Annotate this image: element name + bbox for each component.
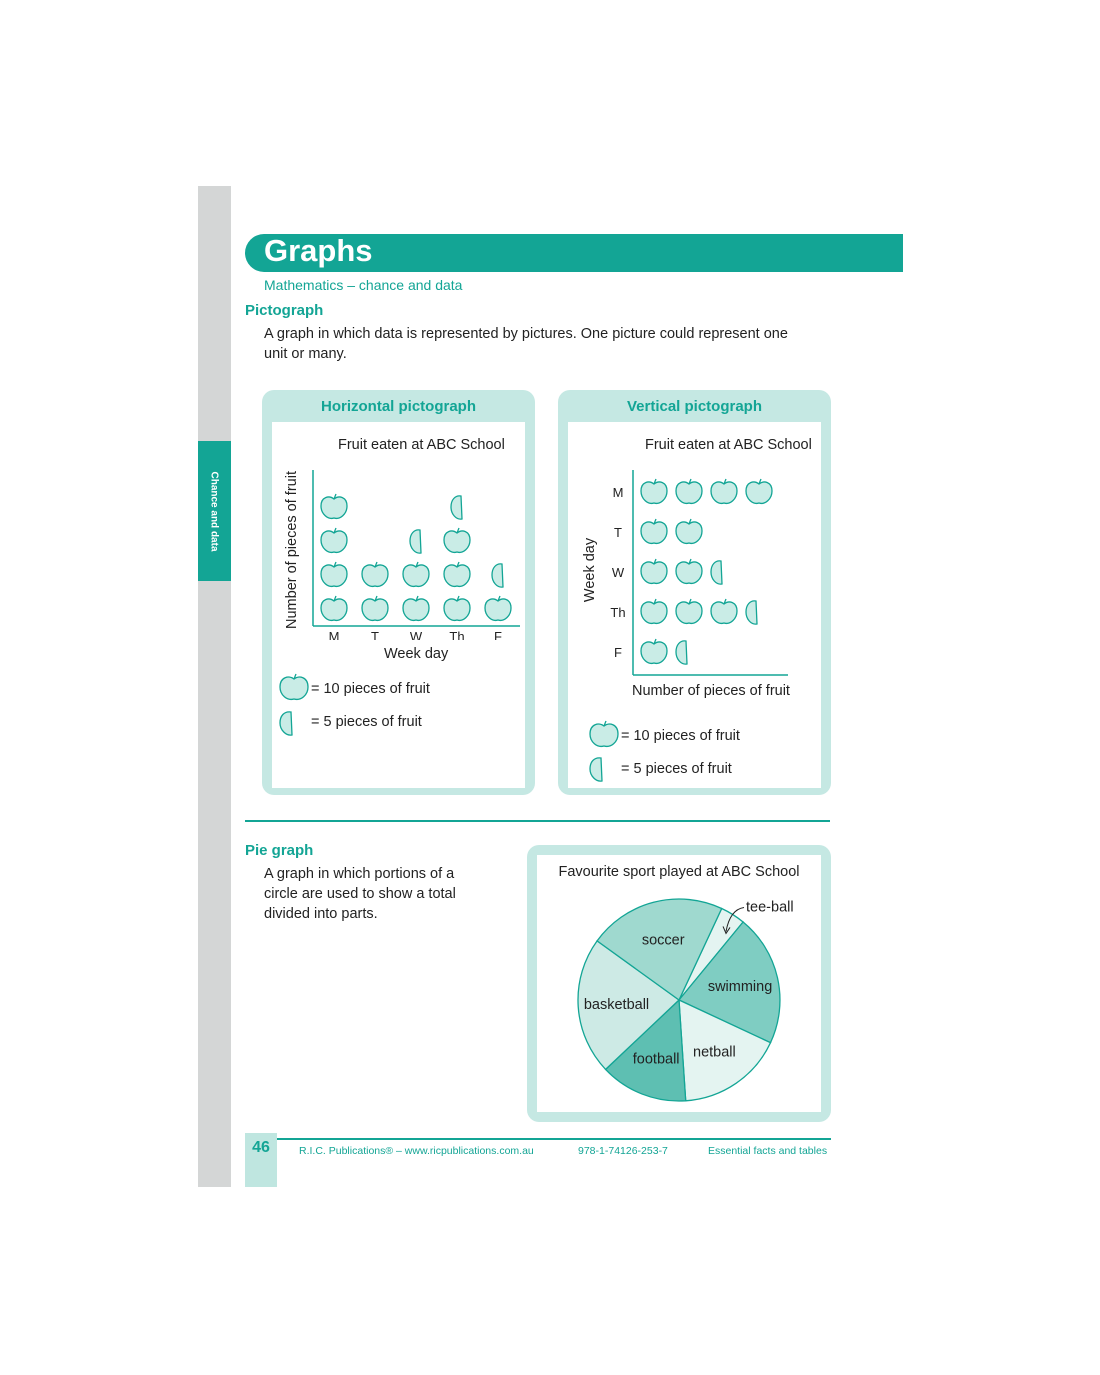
apple-icon [641,639,667,663]
vertical-legend-full-apple-icon [587,720,621,750]
apple-icon [444,596,470,620]
vertical-day-label: M [612,485,624,500]
page-subtitle: Mathematics – chance and data [264,277,463,293]
apple-icon [444,528,470,552]
page-number: 46 [252,1139,270,1156]
apple-icon [321,562,347,586]
pie-heading: Pie graph [245,842,314,859]
pie-description-line3: divided into parts. [264,906,378,922]
pie-chart [537,885,821,1110]
half-apple-icon [410,530,421,553]
half-apple-icon [492,564,503,587]
pie-label-basketball: basketball [583,997,650,1014]
apple-icon [676,479,702,503]
horizontal-legend-half-text: = 5 pieces of fruit [311,714,422,730]
vertical-marks [641,479,772,664]
apple-icon [711,599,737,623]
apple-icon [362,596,388,620]
pictograph-description-line2: unit or many. [264,346,347,362]
pie-description-line1: A graph in which portions of a [264,866,455,882]
pie-label-netball: netball [693,1044,736,1061]
apple-icon [676,599,702,623]
apple-icon [746,479,772,503]
footer-isbn: 978-1-74126-253-7 [578,1145,668,1157]
section-divider [245,820,830,822]
vertical-chart-title: Fruit eaten at ABC School [645,437,812,453]
pie-label-tee-ball: tee-ball [746,899,794,916]
apple-icon [641,599,667,623]
horizontal-x-label: Week day [384,646,449,662]
horizontal-day-label: W [409,629,423,640]
footer-line [277,1138,831,1140]
apple-icon [676,519,702,543]
horizontal-day-label: F [494,629,502,640]
horizontal-marks [321,494,511,620]
half-apple-icon [676,641,687,664]
page-title: Graphs [264,233,373,268]
pie-label-football: football [632,1051,680,1068]
apple-icon [362,562,388,586]
horizontal-legend-full-apple-icon [277,673,311,703]
apple-icon [444,562,470,586]
pictograph-description-line1: A graph in which data is represented by pictures. One picture could represent one [264,326,788,342]
vertical-day-label: F [614,645,622,660]
apple-icon [321,528,347,552]
pie-label-swimming: swimming [707,979,773,996]
apple-icon [641,559,667,583]
horizontal-legend-half-apple-icon [278,708,298,738]
footer-book-title: Essential facts and tables [708,1145,828,1157]
half-apple-icon [711,561,722,584]
apple-icon [641,519,667,543]
half-apple-icon [451,496,462,519]
apple-icon [641,479,667,503]
vertical-pictograph-chart [568,460,821,680]
horizontal-chart-title: Fruit eaten at ABC School [338,437,505,453]
vertical-panel-title: Vertical pictograph [626,398,763,415]
pie-description-line2: circle are used to show a total [264,886,456,902]
footer-publisher: R.I.C. Publications® – www.ricpublications.com.au [299,1145,534,1157]
horizontal-day-label: T [371,629,379,640]
vertical-legend-half-text: = 5 pieces of fruit [621,761,732,777]
chapter-tab-label-box [198,441,231,581]
vertical-legend-half-apple-icon [588,754,608,784]
horizontal-pictograph-chart [272,460,525,640]
apple-icon [711,479,737,503]
vertical-day-label: W [611,565,625,580]
chapter-tab-label: Chance and data [209,470,220,552]
pie-chart-title: Favourite sport played at ABC School [558,864,800,880]
apple-icon [485,596,511,620]
apple-icon [321,494,347,518]
apple-icon [403,596,429,620]
horizontal-day-label: M [328,629,340,640]
pie-label-soccer: soccer [641,932,685,949]
apple-icon [321,596,347,620]
horizontal-legend-full-text: = 10 pieces of fruit [311,681,430,697]
vertical-y-label: Week day [581,537,598,603]
half-apple-icon [746,601,757,624]
vertical-legend-full-text: = 10 pieces of fruit [621,728,740,744]
apple-icon [676,559,702,583]
vertical-day-label: Th [610,605,626,620]
page-sidebar [198,186,231,1187]
horizontal-y-label: Number of pieces of fruit [283,471,300,629]
vertical-day-label: T [614,525,622,540]
apple-icon [403,562,429,586]
horizontal-panel-title: Horizontal pictograph [321,398,476,415]
pictograph-heading: Pictograph [245,302,324,319]
horizontal-day-label: Th [449,629,465,640]
vertical-x-label: Number of pieces of fruit [632,683,790,699]
